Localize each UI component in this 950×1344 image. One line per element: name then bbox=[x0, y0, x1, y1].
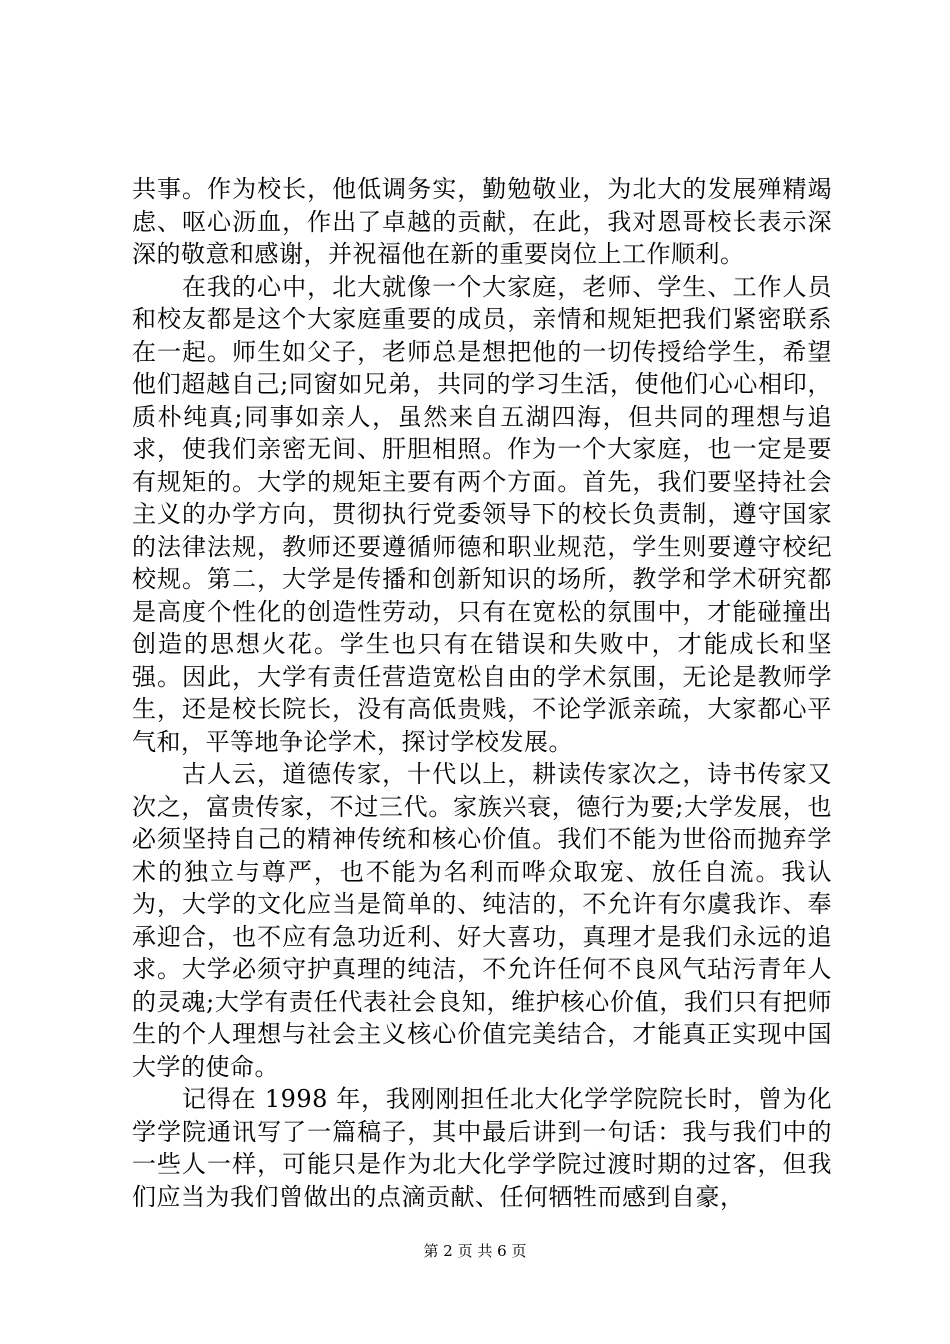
paragraph-continued: 共事。作为校长，他低调务实，勤勉敬业，为北大的发展殚精竭虑、呕心沥血，作出了卓越的贡献，在此，我对恩哥校长表示深深的敬意和感谢，并祝福他在新的重要岗位上工作顺利。 bbox=[132, 175, 832, 268]
paragraph-university-culture: 古人云，道德传家，十代以上，耕读传家次之，诗书传家又次之，富贵传家，不过三代。家族兴衰，德行为要;大学发展，也必须坚持自己的精神传统和核心价值。我们不能为世俗而抛弃学术的独立与尊严，也不能为名利而哗众取宠、放任自流。我认为，大学的文化应当是简单的、纯洁的，不允许有尔虞我诈、奉承迎合，也不应有急功近利、好大喜功，真理才是我们永远的追求。大学必须守护真理的纯洁，不允许任何不良风气玷污青年人的灵魂;大学有责任代表社会良知，维护核心价值，我们只有把师生的个人理想与社会主义核心价值完美结合，才能真正实现中国大学的使命。 bbox=[132, 760, 832, 1081]
page-number-footer: 第 2 页 共 6 页 bbox=[423, 1242, 527, 1260]
document-body bbox=[132, 173, 832, 1213]
paragraph-family-and-rules: 在我的心中，北大就像一个大家庭，老师、学生、工作人员和校友都是这个大家庭重要的成员，亲情和规矩把我们紧密联系在一起。师生如父子，老师总是想把他的一切传授给学生，希望他们超越自己;同窗如兄弟，共同的学习生活，使他们心心相印，质朴纯真;同事如亲人，虽然来自五湖四海，但共同的理想与追求，使我们亲密无间、肝胆相照。作为一个大家庭，也一定是要有规矩的。大学的规矩主要有两个方面。首先，我们要坚持社会主义的办学方向，贯彻执行党委领导下的校长负责制，遵守国家的法律法规，教师还要遵循师德和职业规范，学生则要遵守校纪校规。第二，大学是传播和创新知识的场所，教学和学术研究都是高度个性化的创造性劳动，只有在宽松的氛围中，才能碰撞出创造的思想火花。学生也只有在错误和失败中，才能成长和坚强。因此，大学有责任营造宽松自由的学术氛围，无论是教师学生，还是校长院长，没有高低贵贱，不论学派亲疏，大家都心平气和，平等地争论学术，探讨学校发展。 bbox=[132, 272, 832, 756]
paragraph-1998-memory: 记得在 1998 年，我刚刚担任北大化学学院院长时，曾为化学学院通讯写了一篇稿子，其中最后讲到一句话：我与我们中的一些人一样，可能只是作为北大化学学院过渡时期的过客，但我们应当为我们曾做出的点滴贡献、任何牺牲而感到自豪， bbox=[132, 1085, 832, 1211]
